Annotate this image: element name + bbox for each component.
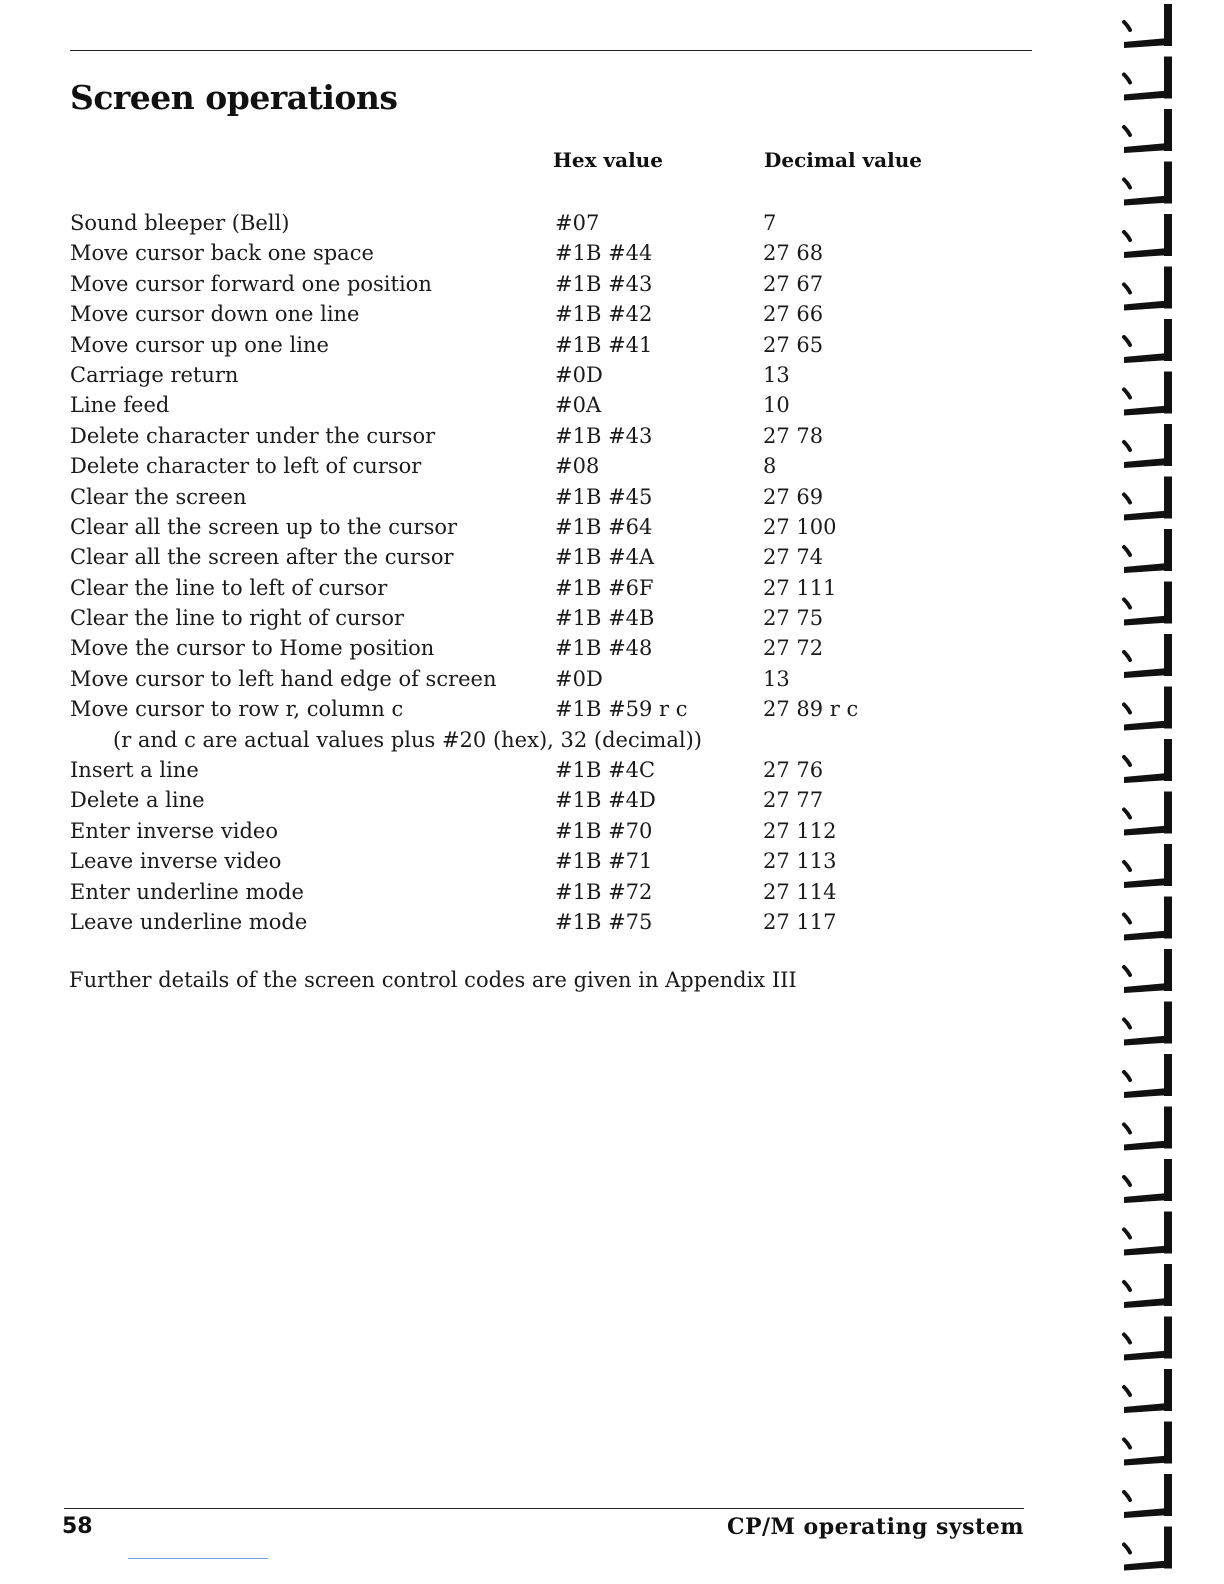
- row-decimal-value: 27 89 r c: [763, 697, 859, 722]
- row-label: Clear the line to right of cursor: [70, 606, 405, 631]
- row-label: Clear all the screen after the cursor: [70, 545, 454, 570]
- binding-ring: [1124, 372, 1172, 416]
- row-label: Sound bleeper (Bell): [70, 211, 290, 235]
- binding-ring: [1124, 1369, 1172, 1413]
- row-label: Move cursor to row r, column c: [70, 697, 404, 722]
- top-rule: [70, 50, 1032, 51]
- binding-ring: [1124, 57, 1172, 101]
- row-label: Insert a line: [70, 758, 199, 783]
- row-label: Clear all the screen up to the cursor: [70, 514, 458, 539]
- row-decimal-value: 27 100: [763, 514, 837, 539]
- row-label: Carriage return: [70, 362, 239, 387]
- table-row: [0, 603, 1000, 633]
- row-decimal-value: 27 75: [763, 606, 824, 631]
- table-row: [0, 542, 1000, 572]
- row-hex-value: #1B #48: [555, 636, 653, 661]
- binding-ring: [1124, 214, 1172, 258]
- row-hex-value: #1B #42: [555, 302, 653, 327]
- table-row: [0, 269, 1000, 299]
- table-row: [0, 664, 1000, 694]
- table-row: [0, 299, 1000, 329]
- row-label: Move the cursor to Home position: [70, 636, 435, 661]
- row-hex-value: #1B #41: [555, 332, 653, 357]
- row-label: Delete character under the cursor: [70, 423, 436, 448]
- row-hex-value: #1B #59 r c: [555, 697, 688, 722]
- row-hex-value: #1B #45: [555, 484, 653, 509]
- table-row: [0, 846, 1000, 876]
- table-row: [0, 330, 1000, 360]
- table-row: [0, 390, 1000, 420]
- row-hex-value: #1B #6F: [555, 575, 654, 600]
- table-row: [0, 482, 1000, 512]
- table-row: [0, 785, 1000, 815]
- table-row: [0, 512, 1000, 542]
- row-hex-value: #1B #44: [555, 241, 653, 266]
- row-decimal-value: 27 78: [763, 423, 824, 448]
- table-row: [0, 877, 1000, 907]
- footnote: Further details of the screen control codes are given in Appendix III: [69, 968, 797, 992]
- row-label: (r and c are actual values plus #20 (hex), 32 (decimal)): [113, 727, 702, 752]
- binding-ring: [1124, 529, 1172, 573]
- bottom-rule: [64, 1508, 1024, 1509]
- row-label: Clear the line to left of cursor: [70, 575, 388, 600]
- row-label: Move cursor back one space: [70, 241, 374, 266]
- row-hex-value: #1B #64: [555, 514, 653, 539]
- page-title: Screen operations: [70, 78, 398, 117]
- binding-ring: [1124, 319, 1172, 363]
- row-decimal-value: 27 72: [763, 636, 824, 661]
- table-row: [0, 694, 1000, 724]
- binding-ring: [1124, 897, 1172, 941]
- row-label: Line feed: [70, 393, 170, 418]
- row-decimal-value: 10: [763, 393, 790, 418]
- row-hex-value: #0D: [555, 666, 603, 691]
- row-decimal-value: 27 112: [763, 818, 837, 843]
- table-row: [0, 208, 1000, 238]
- table-row: [0, 360, 1000, 390]
- row-label: Clear the screen: [70, 484, 247, 509]
- table-row: [0, 238, 1000, 268]
- row-hex-value: #1B #43: [555, 423, 653, 448]
- row-hex-value: #1B #4D: [555, 788, 656, 813]
- table-note: [0, 725, 1000, 755]
- binding-ring: [1124, 949, 1172, 993]
- table-row: [0, 633, 1000, 663]
- table-row: [0, 755, 1000, 785]
- row-label: Move cursor to left hand edge of screen: [70, 666, 497, 691]
- row-hex-value: #1B #4B: [555, 606, 655, 631]
- row-decimal-value: 27 66: [763, 302, 824, 327]
- column-header-hex: Hex value: [553, 148, 663, 172]
- table-row: [0, 573, 1000, 603]
- row-decimal-value: 27 117: [763, 909, 837, 934]
- binding-ring: [1124, 634, 1172, 678]
- binding-ring: [1124, 1317, 1172, 1361]
- binding-ring: [1124, 1054, 1172, 1098]
- row-hex-value: #07: [555, 211, 600, 235]
- row-label: Enter inverse video: [70, 818, 278, 843]
- row-decimal-value: 13: [763, 362, 790, 387]
- spiral-binding: [1110, 0, 1224, 1584]
- column-header-decimal: Decimal value: [764, 148, 922, 172]
- row-label: Enter underline mode: [70, 879, 304, 904]
- row-hex-value: #0D: [555, 362, 603, 387]
- row-label: Delete a line: [70, 788, 205, 813]
- binding-ring: [1124, 1474, 1172, 1518]
- table-row: [0, 451, 1000, 481]
- row-decimal-value: 27 69: [763, 484, 824, 509]
- binding-ring: [1124, 1212, 1172, 1256]
- binding-ring: [1124, 792, 1172, 836]
- binding-ring: [1124, 4, 1172, 48]
- binding-ring: [1124, 1002, 1172, 1046]
- scan-artifact-line: [128, 1558, 268, 1559]
- binding-ring: [1124, 1107, 1172, 1151]
- page-number: 58: [62, 1514, 93, 1539]
- row-decimal-value: 7: [763, 211, 777, 235]
- row-hex-value: #1B #4C: [555, 758, 656, 783]
- row-hex-value: #0A: [555, 393, 602, 418]
- row-hex-value: #1B #72: [555, 879, 653, 904]
- row-decimal-value: 27 113: [763, 849, 837, 874]
- row-label: Move cursor down one line: [70, 302, 360, 327]
- row-label: Leave inverse video: [70, 849, 282, 874]
- row-decimal-value: 27 74: [763, 545, 824, 570]
- row-decimal-value: 13: [763, 666, 790, 691]
- binding-ring: [1124, 844, 1172, 888]
- row-decimal-value: 27 76: [763, 758, 824, 783]
- row-hex-value: #08: [555, 454, 600, 479]
- row-label: Leave underline mode: [70, 909, 308, 934]
- binding-ring: [1124, 1264, 1172, 1308]
- row-decimal-value: 27 111: [763, 575, 837, 600]
- codes-table: [0, 208, 1000, 937]
- binding-ring: [1124, 1422, 1172, 1466]
- binding-ring: [1124, 162, 1172, 206]
- row-hex-value: #1B #43: [555, 271, 653, 296]
- row-decimal-value: 27 68: [763, 241, 824, 266]
- row-decimal-value: 8: [763, 454, 777, 479]
- row-label: Delete character to left of cursor: [70, 454, 422, 479]
- row-decimal-value: 27 65: [763, 332, 824, 357]
- row-decimal-value: 27 67: [763, 271, 824, 296]
- row-hex-value: #1B #75: [555, 909, 653, 934]
- binding-ring: [1124, 1159, 1172, 1203]
- binding-ring: [1124, 267, 1172, 311]
- binding-ring: [1124, 477, 1172, 521]
- binding-ring: [1124, 424, 1172, 468]
- binding-ring: [1124, 687, 1172, 731]
- row-decimal-value: 27 114: [763, 879, 837, 904]
- row-decimal-value: 27 77: [763, 788, 824, 813]
- table-row: [0, 816, 1000, 846]
- row-hex-value: #1B #4A: [555, 545, 655, 570]
- row-hex-value: #1B #70: [555, 818, 653, 843]
- table-row: [0, 907, 1000, 937]
- row-hex-value: #1B #71: [555, 849, 653, 874]
- binding-ring: [1124, 109, 1172, 153]
- binding-ring: [1124, 582, 1172, 626]
- row-label: Move cursor up one line: [70, 332, 329, 357]
- binding-ring: [1124, 739, 1172, 783]
- binding-ring: [1124, 1527, 1172, 1571]
- table-row: [0, 421, 1000, 451]
- row-label: Move cursor forward one position: [70, 271, 432, 296]
- running-title: CP/M operating system: [726, 1514, 1024, 1540]
